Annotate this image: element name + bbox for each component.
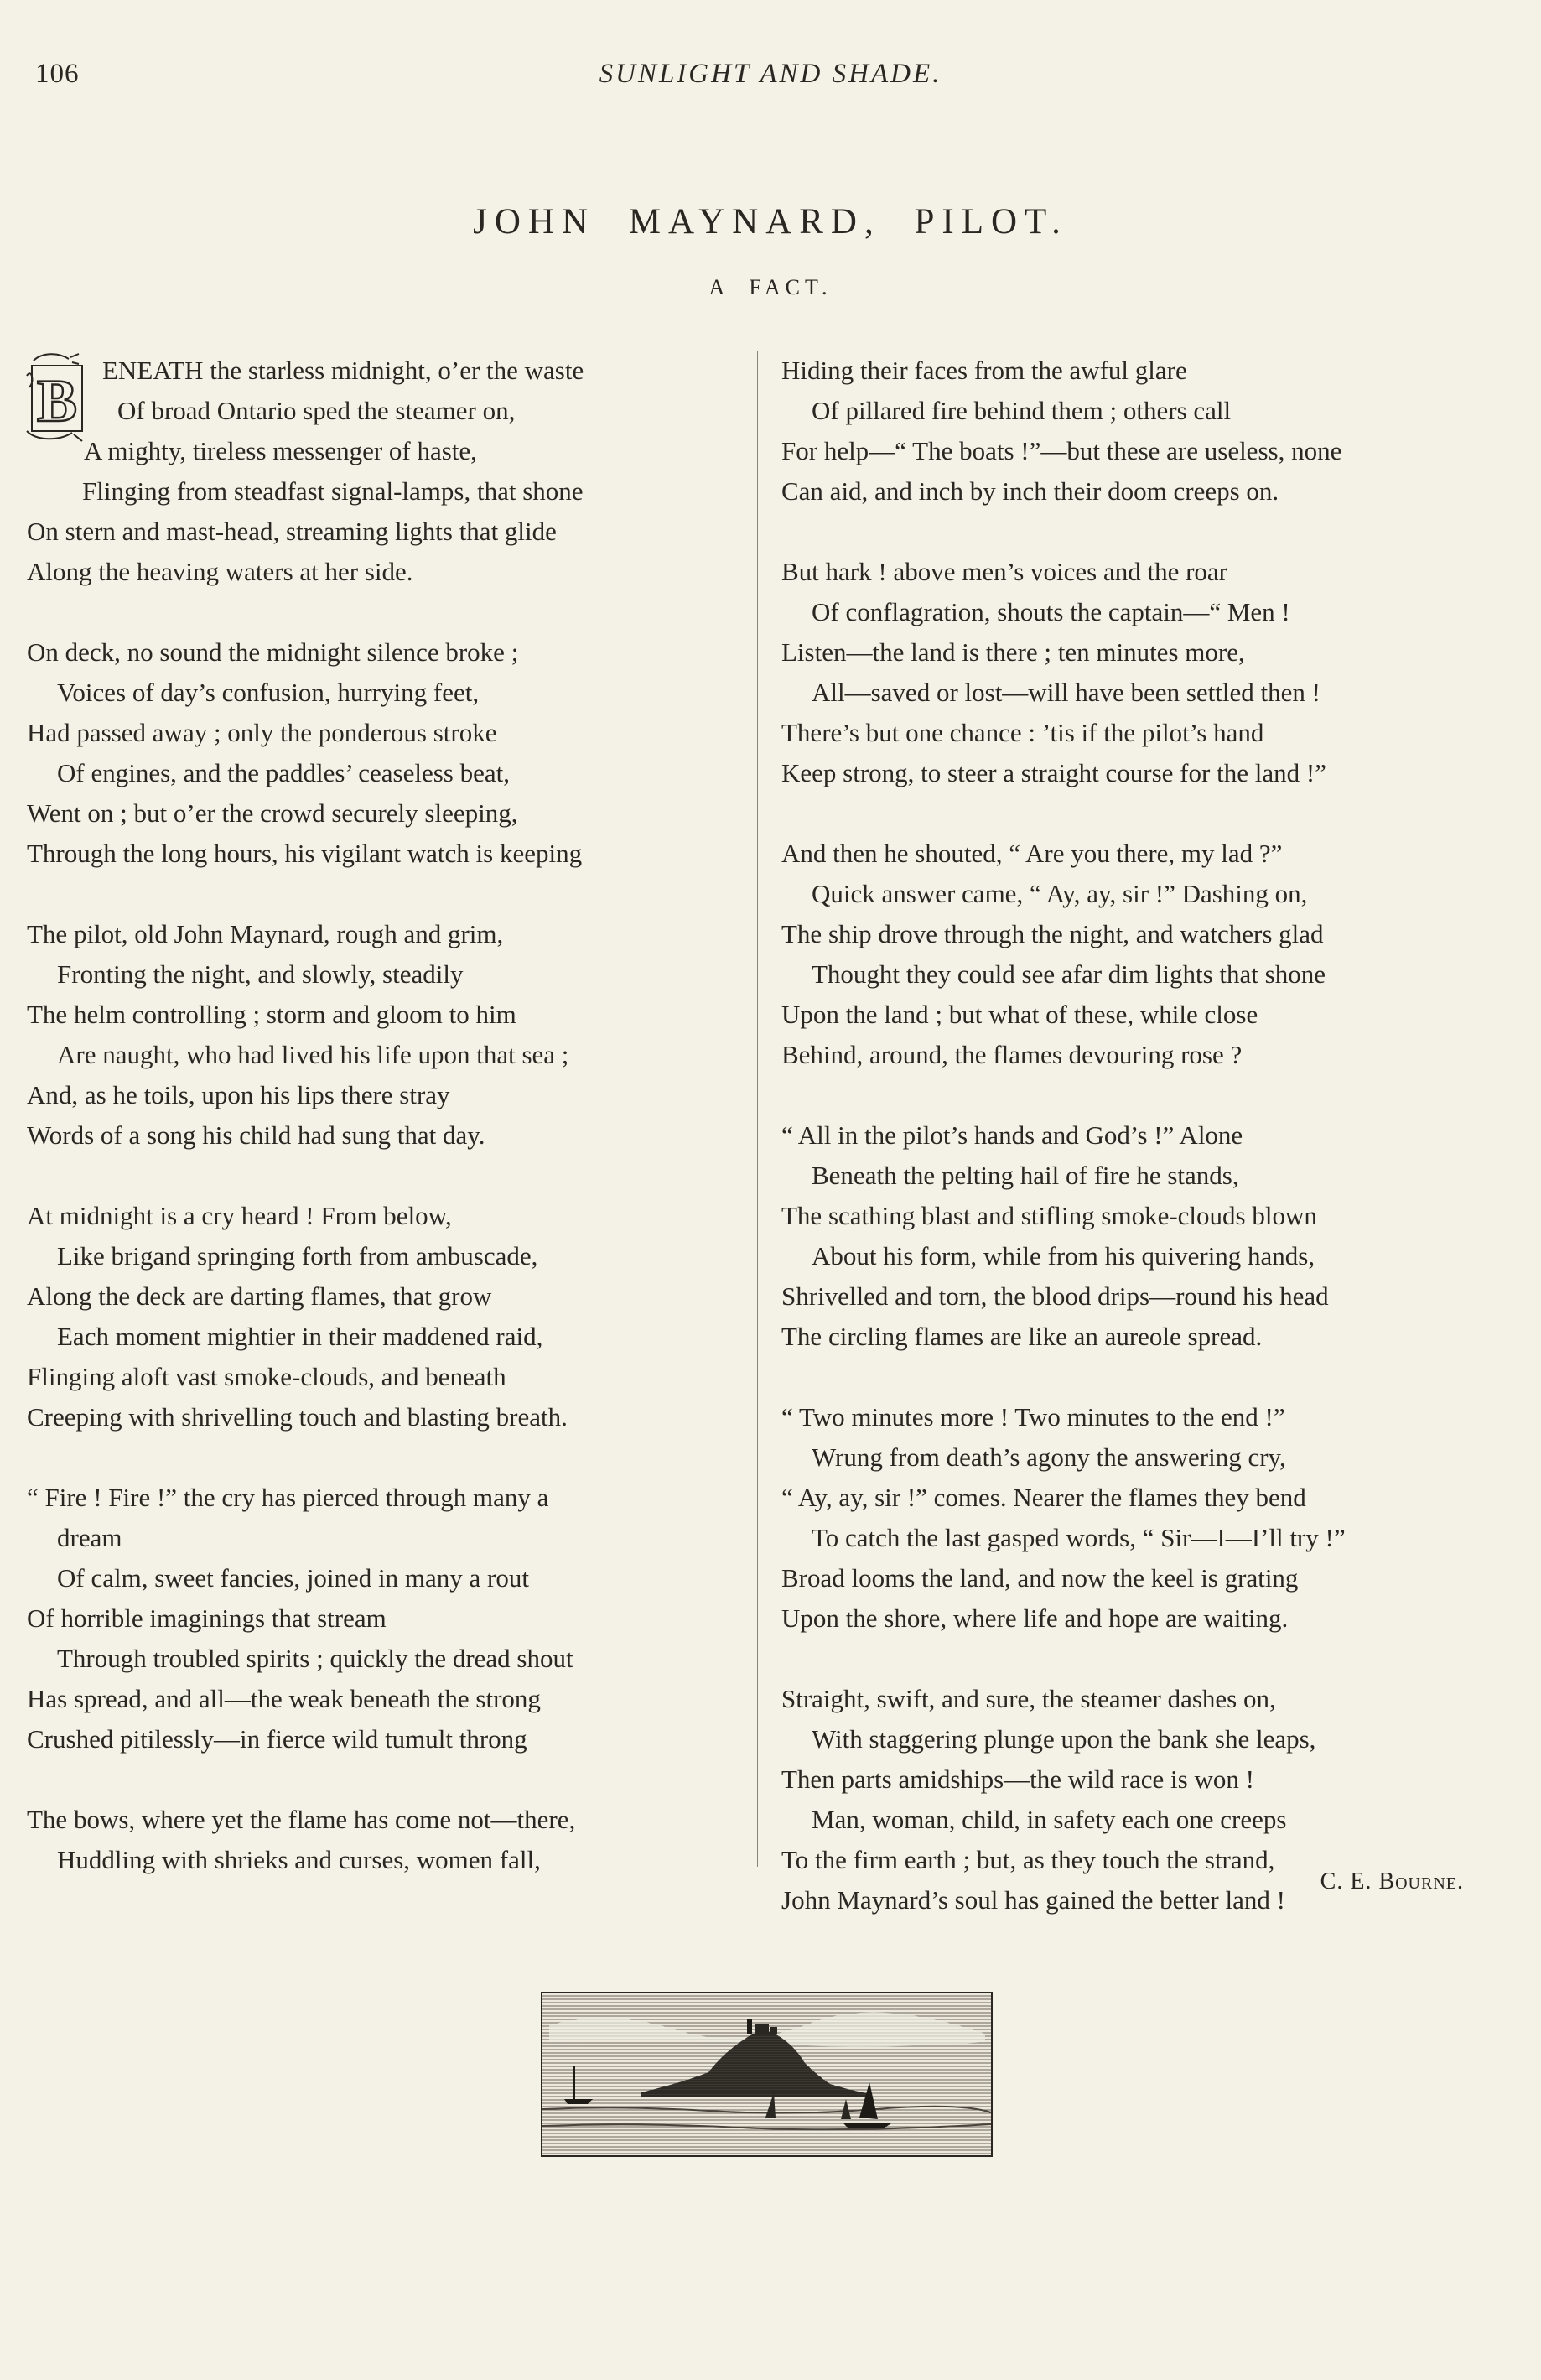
- poem-line: To the firm earth ; but, as they touch the strand,: [781, 1845, 1275, 1874]
- stanza: [27, 1800, 748, 1880]
- poem-line: Like brigand springing forth from ambuscade,: [57, 1241, 538, 1271]
- poem-line: For help—“ The boats !”—but these are useless, none: [781, 436, 1342, 465]
- poem-line: At midnight is a cry heard ! From below,: [27, 1201, 452, 1230]
- poem-line: And, as he toils, upon his lips there stray: [27, 1080, 450, 1109]
- poem-line: Keep strong, to steer a straight course for the land !”: [781, 758, 1326, 787]
- poem-line: Quick answer came, “ Ay, ay, sir !” Dashing on,: [812, 879, 1308, 908]
- right-column: [781, 351, 1502, 1961]
- poem-line: Voices of day’s confusion, hurrying feet,: [57, 678, 480, 707]
- poem-line: dream: [57, 1523, 122, 1552]
- poem-line: “ All in the pilot’s hands and God’s !” Alone: [781, 1120, 1243, 1150]
- poem-line: Of pillared fire behind them ; others call: [812, 396, 1232, 425]
- poem-line: A mighty, tireless messenger of haste,: [84, 436, 477, 465]
- poem-line: Fronting the night, and slowly, steadily: [57, 959, 464, 989]
- poem-line: Then parts amidships—the wild race is won !: [781, 1764, 1254, 1794]
- poem-line: Crushed pitilessly—in fierce wild tumult throng: [27, 1724, 527, 1754]
- poem-line: The bows, where yet the flame has come not—there,: [27, 1805, 576, 1834]
- poem-line: Each moment mightier in their maddened raid,: [57, 1322, 543, 1351]
- poem-line: Creeping with shrivelling touch and blasting breath.: [27, 1402, 568, 1432]
- poem-line: Straight, swift, and sure, the steamer dashes on,: [781, 1684, 1276, 1713]
- poem-line: Behind, around, the flames devouring rose ?: [781, 1040, 1243, 1069]
- poem-line: Of engines, and the paddles’ ceaseless beat,: [57, 758, 510, 787]
- poem-line: Along the heaving waters at her side.: [27, 557, 413, 586]
- poem-line: Can aid, and inch by inch their doom creeps on.: [781, 476, 1279, 506]
- poem-line: And then he shouted, “ Are you there, my lad ?”: [781, 839, 1283, 868]
- poem-line: Broad looms the land, and now the keel is grating: [781, 1563, 1299, 1593]
- poem-line: About his form, while from his quivering hands,: [812, 1241, 1315, 1271]
- poem-subtitle: A FACT.: [708, 275, 833, 299]
- author-surname: Bourne.: [1378, 1868, 1464, 1894]
- poem-line: With staggering plunge upon the bank she leaps,: [812, 1724, 1316, 1754]
- author-signature: [1320, 1868, 1464, 1895]
- poem-line: Wrung from death’s agony the answering cry,: [812, 1442, 1286, 1472]
- poem-line: To catch the last gasped words, “ Sir—I—I’ll try !”: [812, 1523, 1346, 1552]
- poem-line: Went on ; but o’er the crowd securely sleeping,: [27, 798, 518, 828]
- poem-line: Of conflagration, shouts the captain—“ Men !: [812, 597, 1290, 626]
- stanza: [781, 1115, 1502, 1357]
- poem-line: Huddling with shrieks and curses, women fall,: [57, 1845, 541, 1874]
- poem-line: Flinging aloft vast smoke-clouds, and beneath: [27, 1362, 506, 1391]
- poem-line: Of broad Ontario sped the steamer on,: [117, 396, 516, 425]
- poem-line: But hark ! above men’s voices and the roar: [781, 557, 1227, 586]
- stanza: [27, 1196, 748, 1437]
- stanza: [781, 834, 1502, 1075]
- poem-line: Upon the land ; but what of these, while close: [781, 1000, 1258, 1029]
- stanza: [781, 351, 1502, 512]
- poem-line: Of horrible imaginings that stream: [27, 1603, 387, 1633]
- ornamental-drop-cap: [25, 351, 99, 443]
- poem-line: Hiding their faces from the awful glare: [781, 356, 1187, 385]
- poem-line: Through the long hours, his vigilant watch is keeping: [27, 839, 583, 868]
- poem-line: Through troubled spirits ; quickly the dread shout: [57, 1644, 573, 1673]
- stanza: [27, 632, 748, 874]
- poem-line: Words of a song his child had sung that day.: [27, 1120, 485, 1150]
- poem-line: Had passed away ; only the ponderous stroke: [27, 718, 497, 747]
- left-column: [27, 351, 748, 1920]
- poem-line: Shrivelled and torn, the blood drips—round his head: [781, 1281, 1329, 1311]
- poem-line: Of calm, sweet fancies, joined in many a rout: [57, 1563, 529, 1593]
- poem-line: Thought they could see afar dim lights that shone: [812, 959, 1326, 989]
- author-initials: C. E.: [1320, 1868, 1372, 1894]
- poem-line: There’s but one chance : ’tis if the pilot’s hand: [781, 718, 1264, 747]
- poem-line: Man, woman, child, in safety each one creeps: [812, 1805, 1287, 1834]
- poem-line: All—saved or lost—will have been settled then !: [812, 678, 1320, 707]
- poem-line: The pilot, old John Maynard, rough and grim,: [27, 919, 504, 948]
- drop-cap-letter: B: [36, 367, 78, 434]
- poem-line: ENEATH the starless midnight, o’er the waste: [102, 356, 584, 385]
- poem-line: Flinging from steadfast signal-lamps, that shone: [82, 476, 584, 506]
- stanza: [27, 914, 748, 1156]
- column-divider: [757, 351, 758, 1867]
- poem-line: Along the deck are darting flames, that grow: [27, 1281, 492, 1311]
- running-head: SUNLIGHT AND SHADE.: [599, 59, 942, 89]
- poem-line: Upon the shore, where life and hope are waiting.: [781, 1603, 1289, 1633]
- page-number: 106: [35, 59, 80, 89]
- poem-line: On stern and mast-head, streaming lights that glide: [27, 517, 557, 546]
- stanza: [27, 1478, 748, 1759]
- poem-line: The circling flames are like an aureole spread.: [781, 1322, 1263, 1351]
- stanza: [781, 552, 1502, 793]
- poem-line: The helm controlling ; storm and gloom to him: [27, 1000, 516, 1029]
- stanza: [27, 351, 748, 592]
- engraving-island-illustration: [541, 1992, 993, 2157]
- poem-line: The ship drove through the night, and watchers glad: [781, 919, 1324, 948]
- poem-title: JOHN MAYNARD, PILOT.: [473, 202, 1068, 242]
- poem-line: Listen—the land is there ; ten minutes more,: [781, 637, 1245, 667]
- poem-line: John Maynard’s soul has gained the better land !: [781, 1885, 1285, 1915]
- poem-line: “ Fire ! Fire !” the cry has pierced through many a: [27, 1483, 549, 1512]
- poem-line: Has spread, and all—the weak beneath the strong: [27, 1684, 541, 1713]
- poem-line: Are naught, who had lived his life upon that sea ;: [57, 1040, 569, 1069]
- poem-line: On deck, no sound the midnight silence broke ;: [27, 637, 519, 667]
- poem-line: “ Ay, ay, sir !” comes. Nearer the flames they bend: [781, 1483, 1306, 1512]
- stanza: [781, 1397, 1502, 1639]
- poem-line: “ Two minutes more ! Two minutes to the end !”: [781, 1402, 1285, 1432]
- poem-line: The scathing blast and stifling smoke-clouds blown: [781, 1201, 1317, 1230]
- poem-line: Beneath the pelting hail of fire he stands,: [812, 1161, 1239, 1190]
